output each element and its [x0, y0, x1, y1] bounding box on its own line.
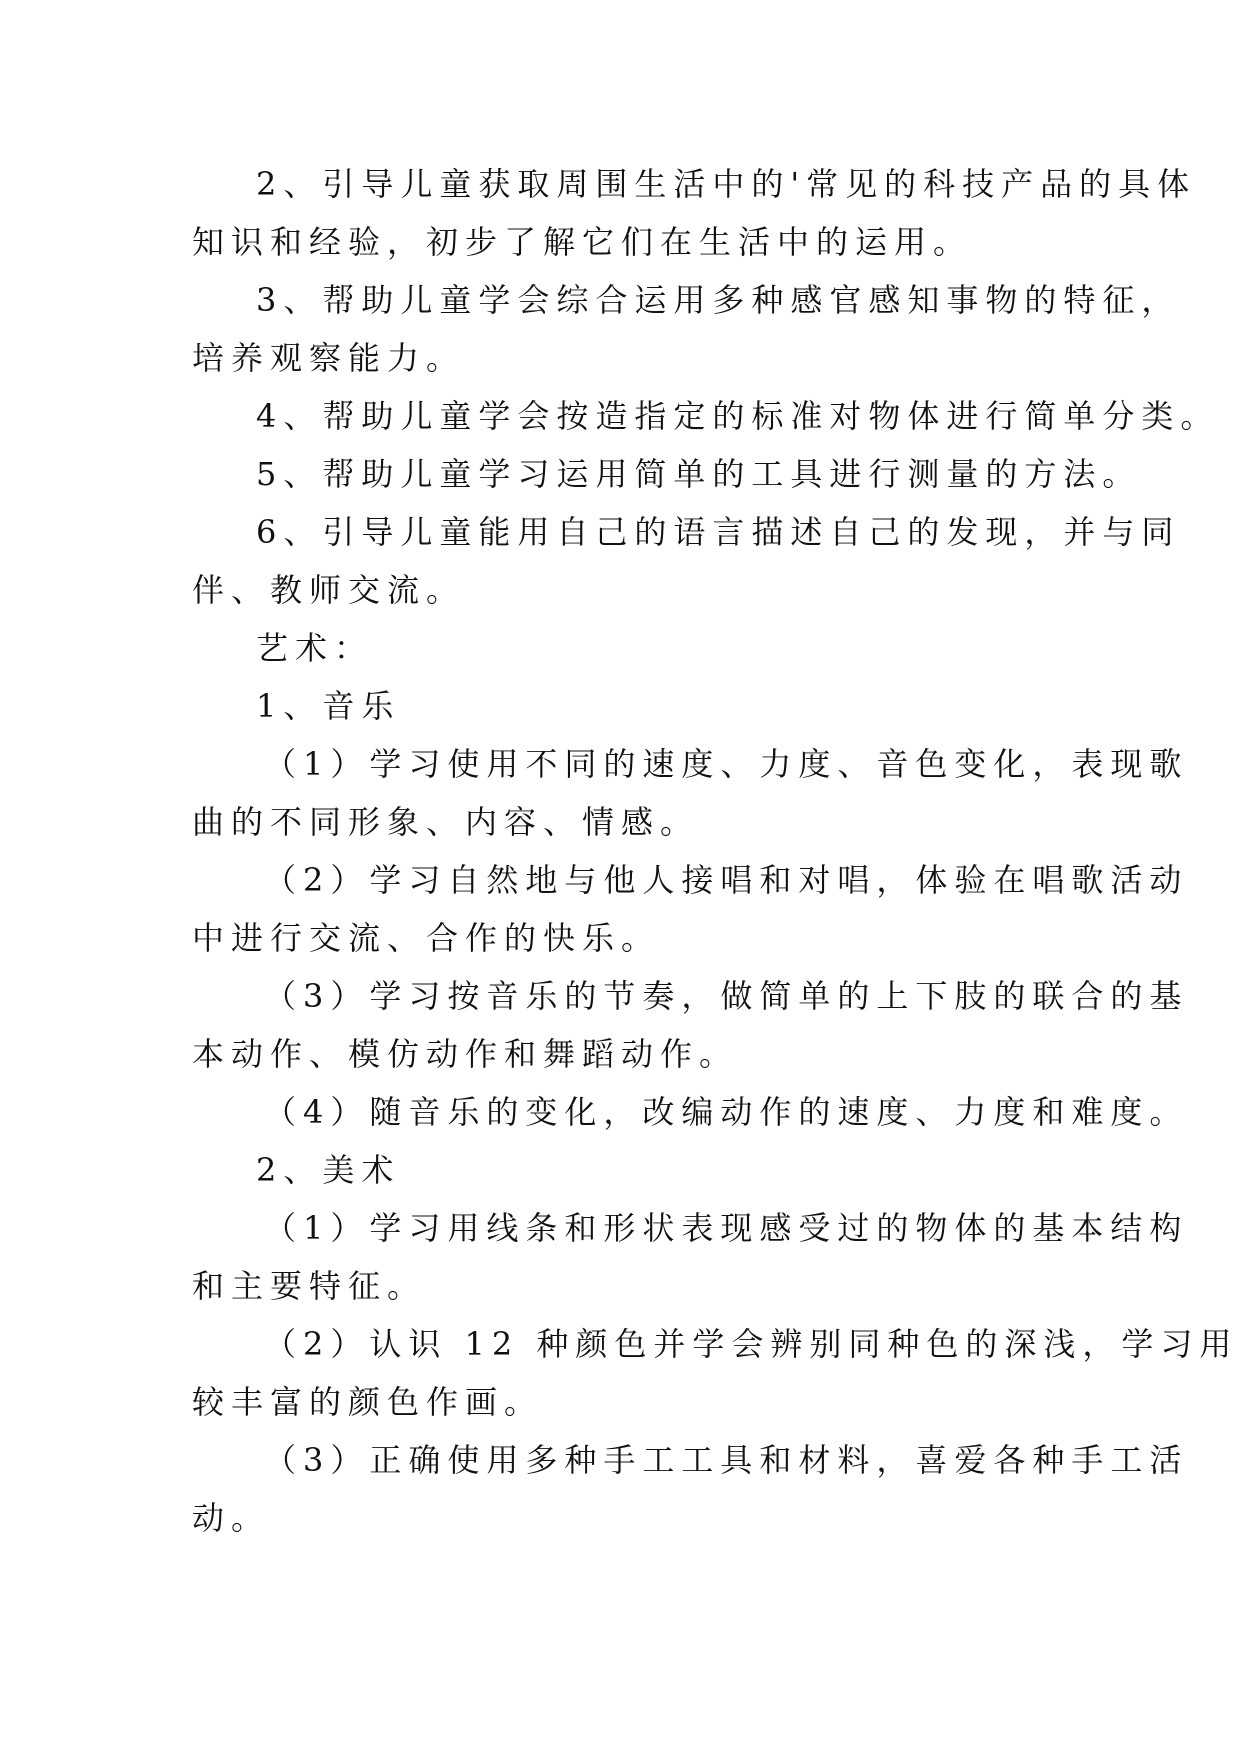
- paragraph-line: （3）正确使用多种手工工具和材料，喜爱各种手工活: [264, 1441, 1189, 1479]
- paragraph-line: 4、帮助儿童学会按造指定的标准对物体进行简单分类。: [256, 397, 1220, 435]
- section-heading: 艺术：: [256, 629, 374, 667]
- paragraph-line: 曲的不同形象、内容、情感。: [192, 803, 700, 841]
- paragraph-line: 本动作、模仿动作和舞蹈动作。: [192, 1035, 739, 1073]
- subsection-heading: 2、美术: [256, 1151, 401, 1189]
- paragraph-line: （1）学习使用不同的速度、力度、音色变化，表现歌: [264, 745, 1189, 783]
- paragraph-line: 中进行交流、合作的快乐。: [192, 919, 661, 957]
- paragraph-line: 较丰富的颜色作画。: [192, 1383, 544, 1421]
- paragraph-line: 知识和经验，初步了解它们在生活中的运用。: [192, 223, 973, 261]
- paragraph-line: 培养观察能力。: [192, 339, 466, 377]
- paragraph-line: 5、帮助儿童学习运用简单的工具进行测量的方法。: [256, 455, 1142, 493]
- paragraph-line: （3）学习按音乐的节奏，做简单的上下肢的联合的基: [264, 977, 1189, 1015]
- paragraph-line: 3、帮助儿童学会综合运用多种感官感知事物的特征，: [256, 281, 1181, 319]
- paragraph-line: （4）随音乐的变化，改编动作的速度、力度和难度。: [264, 1093, 1189, 1131]
- paragraph-line: 和主要特征。: [192, 1267, 427, 1305]
- paragraph-line: （2）学习自然地与他人接唱和对唱，体验在唱歌活动: [264, 861, 1189, 899]
- paragraph-line: （2）认识 12 种颜色并学会辨别同种色的深浅，学习用: [264, 1325, 1239, 1363]
- paragraph-line: 2、引导儿童获取周围生活中的'常见的科技产品的具体: [256, 165, 1197, 203]
- paragraph-line: 动。: [192, 1499, 271, 1537]
- subsection-heading: 1、音乐: [256, 687, 401, 725]
- paragraph-line: 伴、教师交流。: [192, 571, 466, 609]
- paragraph-line: 6、引导儿童能用自己的语言描述自己的发现，并与同: [256, 513, 1181, 551]
- paragraph-line: （1）学习用线条和形状表现感受过的物体的基本结构: [264, 1209, 1189, 1247]
